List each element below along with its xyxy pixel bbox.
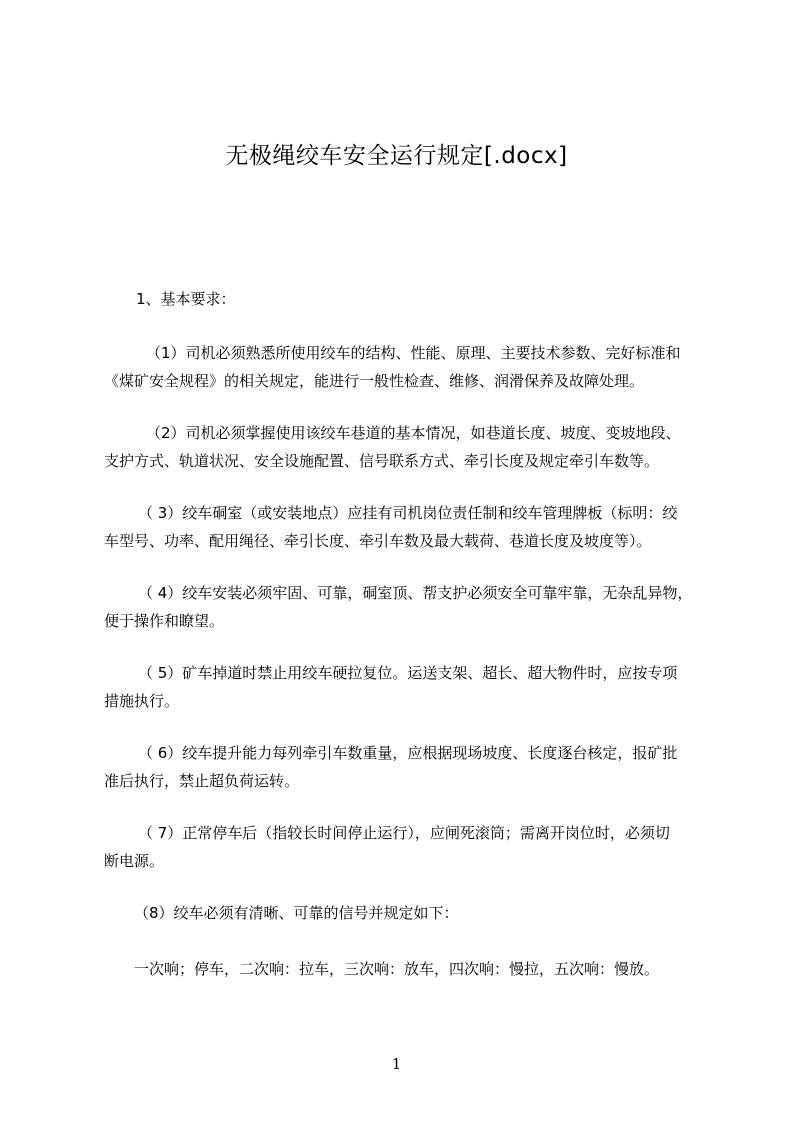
page-number: 1	[391, 1055, 402, 1073]
paragraph-line: （8）绞车必须有清晰、可靠的信号并规定如下：	[134, 904, 459, 922]
paragraph-line: 车型号、功率、配用绳径、牵引长度、牵引车数及最大载荷、巷道长度及坡度等）。	[104, 532, 652, 550]
paragraph-line: （ 4）绞车安装必须牢固、可靠，硐室顶、帮支护必须安全可靠牢靠，无杂乱异物，	[138, 584, 693, 602]
paragraph-line: 1、基本要求：	[136, 290, 236, 308]
paragraph-line: 便于操作和瞭望。	[104, 612, 225, 630]
paragraph-line: （ 3）绞车硐室（或安装地点）应挂有司机岗位责任制和绞车管理牌板（标明：绞	[138, 504, 678, 522]
paragraph-2	[104, 419, 716, 475]
paragraph-8	[104, 899, 716, 927]
paragraph-line: 措施执行。	[104, 692, 180, 710]
paragraph-line: 一次响；停车，二次响：拉车，三次响：放车，四次响：慢拉，五次响：慢放。	[134, 960, 660, 978]
paragraph-line: 断电源。	[104, 852, 165, 870]
paragraph-5	[104, 659, 716, 715]
paragraph-line: 《煤矿安全规程》的相关规定，能进行一般性检查、维修、润滑保养及故障处理。	[104, 372, 645, 390]
paragraph-line: （ 7）正常停车后（指较长时间停止运行），应闸死滚筒；需离开岗位时，必须切	[138, 824, 670, 842]
section-heading-basic-requirements	[136, 285, 748, 313]
paragraph-1	[104, 339, 716, 395]
paragraph-line: （1）司机必须熟悉所使用绞车的结构、性能、原理、主要技术参数、完好标准和	[146, 344, 681, 362]
paragraph-4	[104, 579, 716, 635]
paragraph-7	[104, 819, 716, 875]
paragraph-line: 支护方式、轨道状况、安全设施配置、信号联系方式、牵引长度及规定牵引车数等。	[104, 452, 660, 470]
paragraph-line: 准后执行，禁止超负荷运转。	[104, 772, 300, 790]
paragraph-3	[104, 499, 716, 555]
paragraph-6	[104, 739, 716, 795]
document-title: 无极绳绞车安全运行规定[.docx]	[225, 143, 568, 169]
paragraph-line: （ 5）矿车掉道时禁止用绞车硬拉复位。运送支架、超长、超大物件时，应按专项	[138, 664, 678, 682]
paragraph-signal-rules	[104, 955, 716, 983]
paragraph-line: （2）司机必须掌握使用该绞车巷道的基本情况，如巷道长度、坡度、变坡地段、	[146, 424, 681, 442]
paragraph-line: （ 6）绞车提升能力每列牵引车数重量，应根据现场坡度、长度逐台核定，报矿批	[138, 744, 678, 762]
